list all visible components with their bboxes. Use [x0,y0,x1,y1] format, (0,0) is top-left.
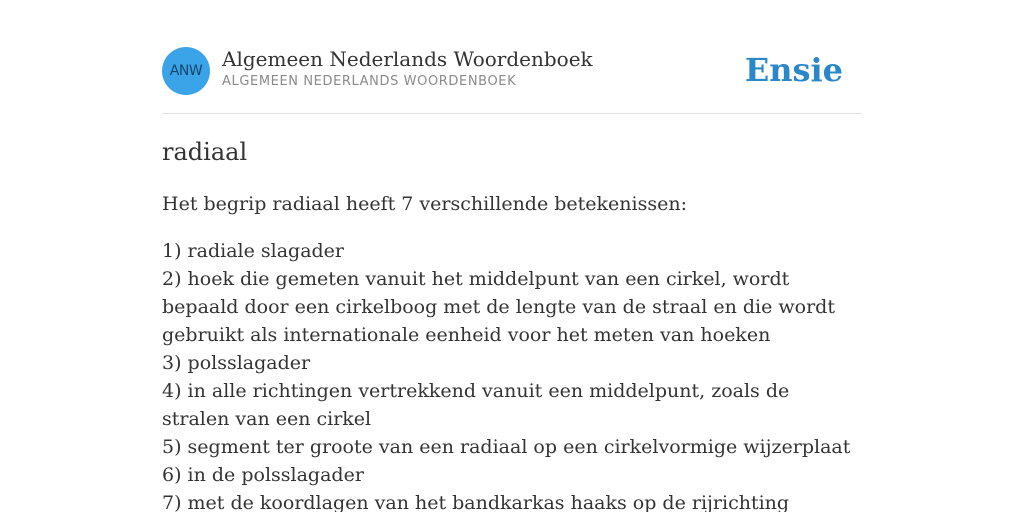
meaning-item: 2) hoek die gemeten vanuit het middelpunt van een cirkel, wordt bepaald door een cirkelboog met de lengte van de straal en die wordt gebruikt als internationale eenheid voor het meten van hoeken [162,268,835,346]
meanings-list [162,237,862,512]
word-title: radiaal [162,138,248,166]
meaning-item: 4) in alle richtingen vertrekkend vanuit een middelpunt, zoals de stralen van een cirkel [162,380,790,430]
header-divider [162,113,862,114]
meanings-intro: Het begrip radiaal heeft 7 verschillende betekenissen: [162,193,687,215]
ensie-logo[interactable]: Ensie [744,51,843,89]
source-header [162,46,862,96]
meaning-item: 5) segment ter groote van een radiaal op een cirkelvormige wijzerplaat [162,436,851,458]
meaning-item: 7) met de koordlagen van het bandkarkas haaks op de rijrichting [162,492,790,512]
source-title[interactable]: Algemeen Nederlands Woordenboek [222,47,593,71]
source-subtitle: ALGEMEEN NEDERLANDS WOORDENBOEK [222,74,517,89]
meaning-item: 3) polsslagader [162,352,311,374]
anw-logo[interactable]: ANW [162,47,210,95]
meaning-item: 6) in de polsslagader [162,464,364,486]
meaning-item: 1) radiale slagader [162,240,345,262]
